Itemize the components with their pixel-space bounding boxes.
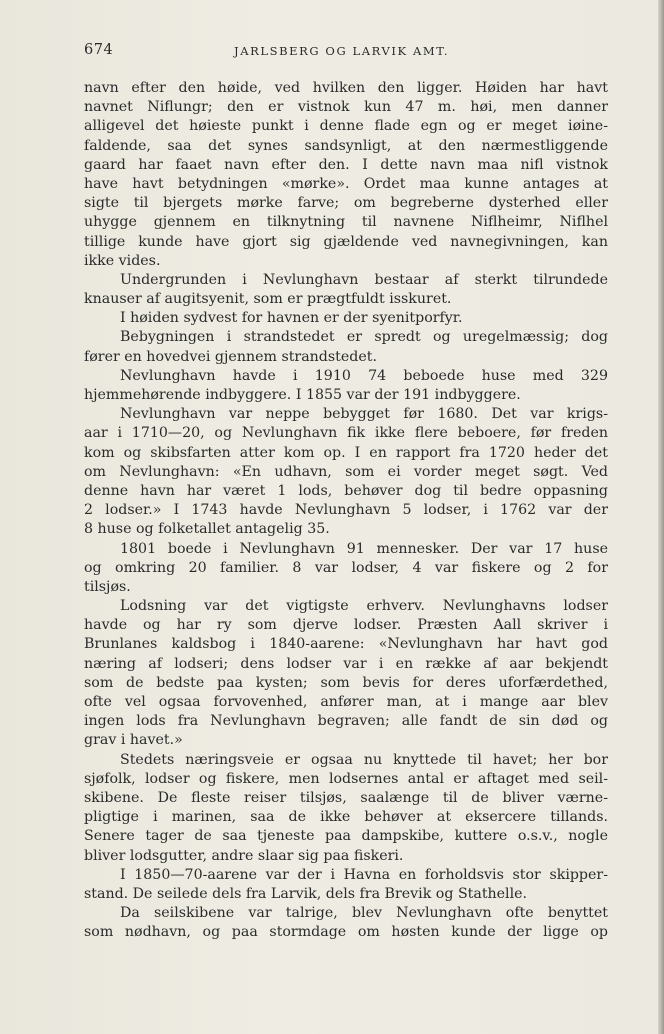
text-line: sigte til bjergets mørke farve; om begreberne dysterhed eller [84, 195, 608, 212]
text-line: Brunlanes kaldsbog i 1840-aarene: «Nevlunghavn har havt god [84, 636, 608, 653]
text-line: tillige kunde have gjort sig gjældende ved navnegivningen, kan [84, 233, 608, 250]
text-line: ikke vides. [84, 252, 161, 269]
text-line: havde og har ry som djerve lodser. Præsten Aall skriver i [84, 617, 608, 634]
text-line: Nevlunghavn havde i 1910 74 beboede huse med 329 [120, 367, 608, 384]
text-line: bliver lodsgutter, andre slaar sig paa fiskeri. [84, 847, 404, 864]
text-line: og omkring 20 familier. 8 var lodser, 4 var fiskere og 2 for [84, 559, 608, 576]
text-line: uhygge gjennem en tilknytning til navnene Niflheimr, Niflhel [84, 214, 608, 231]
text-line: som nødhavn, og paa stormdage om høsten kunde der ligge op [84, 924, 608, 941]
text-line: grav i havet.» [84, 732, 183, 749]
text-line: 8 huse og folketallet antagelig 35. [84, 521, 330, 538]
text-line: Da seilskibene var talrige, blev Nevlunghavn ofte benyttet [120, 905, 608, 922]
text-line: denne havn har været 1 lods, behøver dog til bedre oppasning [84, 482, 608, 499]
page-header [84, 42, 608, 62]
text-line: tilsjøs. [84, 578, 131, 595]
text-line: knauser af augitsyenit, som er prægtfuldt isskuret. [84, 291, 452, 308]
text-line: næring af lodseri; dens lodser var i en række af aar bekjendt [84, 655, 608, 672]
text-line: I 1850—70-aarene var der i Havna en forholdsvis stor skipper- [120, 866, 608, 883]
text-line: Stedets næringsveie er ogsaa nu knyttede til havet; her bor [120, 751, 608, 768]
text-line: pligtige i marinen, saa de ikke behøver at eksercere tillands. [84, 809, 608, 826]
text-line: kom og skibsfarten atter kom op. I en rapport fra 1720 heder det [84, 444, 608, 461]
page-edge-shadow [658, 0, 664, 1034]
text-line: Bebygningen i strandstedet er spredt og uregelmæssig; dog [120, 329, 608, 346]
text-line: skibene. De fleste reiser tilsjøs, saalænge til de bliver værne- [84, 789, 608, 806]
text-line: aar i 1710—20, og Nevlunghavn fik ikke flere beboere, før freden [84, 425, 608, 442]
text-line: navn efter den høide, ved hvilken den ligger. Høiden har havt [84, 80, 608, 96]
text-line: alligevel det høieste punkt i denne flade egn og er meget iøine- [84, 118, 608, 135]
text-line: gaard har faaet navn efter den. I dette navn maa nifl vistnok [84, 156, 608, 173]
text-line: faldende, saa det synes sandsynligt, at den nærmestliggende [84, 137, 608, 154]
text-line: om Nevlunghavn: «En udhavn, som ei vorder meget søgt. Ved [84, 463, 608, 480]
text-line: som de bedste paa kysten; som bevis for deres uforfærdethed, [84, 674, 608, 691]
text-line: sjøfolk, lodser og fiskere, men lodsernes antal er aftaget med seil- [84, 770, 608, 787]
text-line: fører en hovedvei gjennem strandstedet. [84, 348, 377, 365]
running-title: JARLSBERG OG LARVIK AMT. [234, 44, 450, 58]
text-line: ingen lods fra Nevlunghavn begraven; alle fandt de sin død og [84, 713, 608, 730]
body-text [84, 79, 608, 942]
text-line: navnet Niflungr; den er vistnok kun 47 m. høi, men danner [84, 99, 608, 116]
text-line: stand. De seilede dels fra Larvik, dels fra Brevik og Stathelle. [84, 885, 528, 902]
text-line: 2 lodser.» I 1743 havde Nevlunghavn 5 lodser, i 1762 var der [84, 502, 608, 519]
text-line: Lodsning var det vigtigste erhverv. Nevlunghavns lodser [120, 598, 608, 615]
text-line: hjemmehørende indbyggere. I 1855 var der 191 indbyggere. [84, 387, 521, 403]
text-line: ofte vel ogsaa forvovenhed, anfører man, at i mange aar blev [84, 694, 608, 710]
text-line: Senere tager de saa tjeneste paa dampskibe, kuttere o.s.v., nogle [84, 828, 608, 845]
text-line: 1801 boede i Nevlunghavn 91 mennesker. Der var 17 huse [120, 540, 608, 557]
page-number: 674 [84, 42, 114, 58]
text-line: have havt betydningen «mørke». Ordet maa kunne antages at [84, 175, 608, 192]
text-line: I høiden sydvest for havnen er der syenitporfyr. [120, 310, 463, 327]
text-line: Undergrunden i Nevlunghavn bestaar af sterkt tilrundede [120, 271, 608, 288]
text-line: Nevlunghavn var neppe bebygget før 1680. Det var krigs- [120, 406, 608, 423]
